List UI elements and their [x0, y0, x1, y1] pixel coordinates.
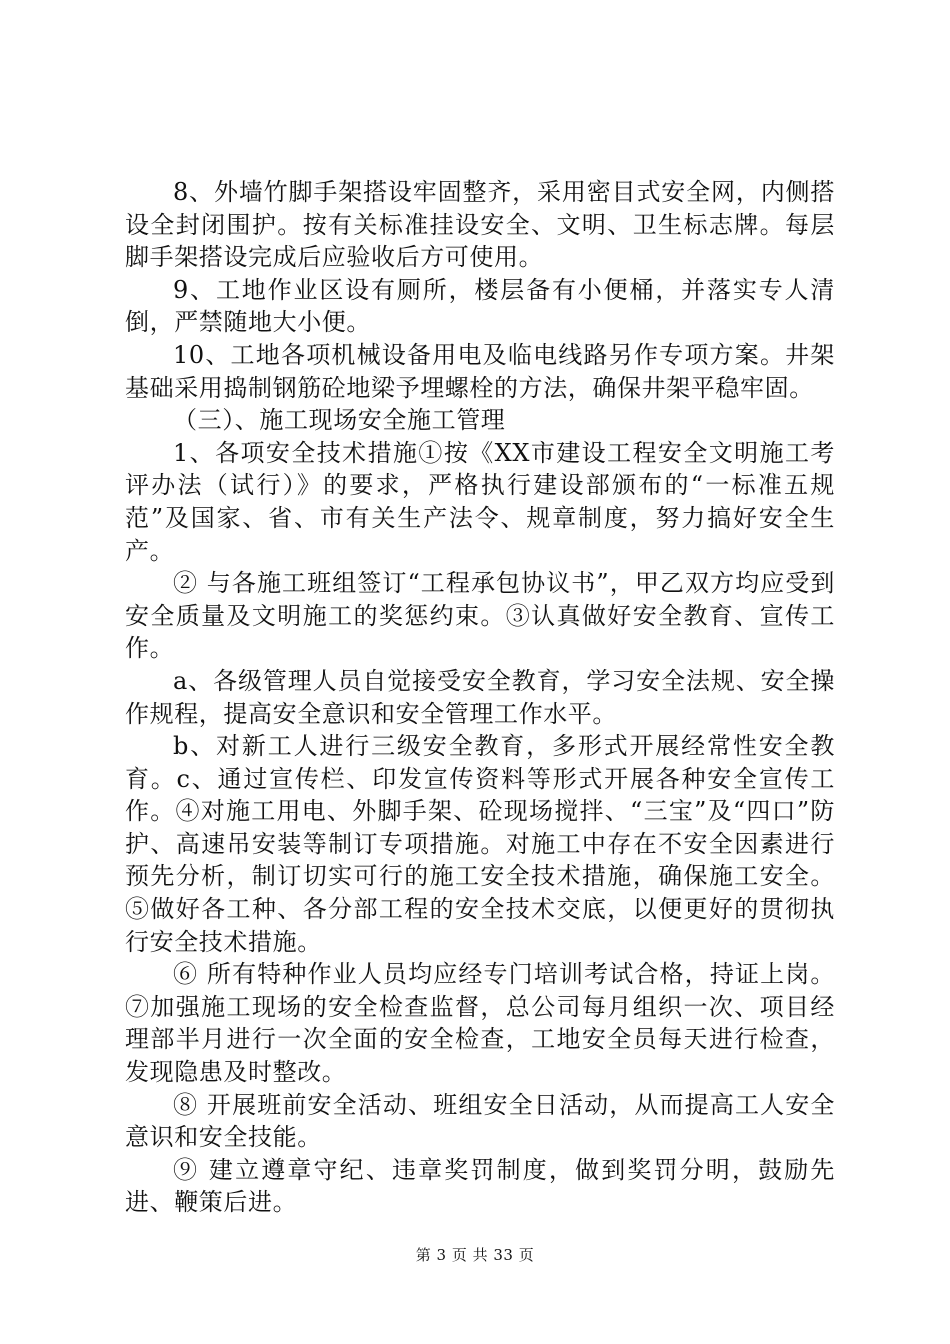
paragraph-safety-measures: 1、各项安全技术措施①按《XX市建设工程安全文明施工考评办法（试行）》的要求，严格执行建设部颁布的“一标准五规范”及国家、省、市有关生产法令、规章制度，努力搞好安全生产。 — [125, 438, 835, 565]
paragraph-electrical: 10、工地各项机械设备用电及临电线路另作专项方案。井架基础采用捣制钢筋砼地梁予埋螺栓的方法，确保井架平稳牢固。 — [125, 340, 835, 402]
page-footer: 第 3 页 共 33 页 — [415, 1246, 535, 1264]
paragraph-scaffold: 8、外墙竹脚手架搭设牢固整齐，采用密目式安全网，内侧搭设全封闭围护。按有关标准挂设安全、文明、卫生标志牌。每层脚手架搭设完成后应验收后方可使用。 — [125, 178, 835, 272]
paragraph-item-8: ⑧ 开展班前安全活动、班组安全日活动，从而提高工人安全意识和安全技能。 — [125, 1090, 835, 1152]
paragraph-item-a: a、各级管理人员自觉接受安全教育，学习安全法规、安全操作规程，提高安全意识和安全管理工作水平。 — [125, 666, 835, 728]
paragraph-toilets: 9、工地作业区设有厕所，楼层备有小便桶，并落实专人清倒，严禁随地大小便。 — [125, 275, 835, 337]
paragraph-item-6: ⑥ 所有特种作业人员均应经专门培训考试合格，持证上岗。⑦加强施工现场的安全检查监督，总公司每月组织一次、项目经理部半月进行一次全面的安全检查，工地安全员每天进行检查，发现隐患及时整改。 — [125, 960, 835, 1087]
section-heading: （三）、施工现场安全施工管理 — [173, 406, 506, 435]
paragraph-item-9: ⑨ 建立遵章守纪、违章奖罚制度，做到奖罚分明，鼓励先进、鞭策后进。 — [125, 1155, 835, 1217]
paragraph-item-b: b、对新工人进行三级安全教育，多形式开展经常性安全教育。c、通过宣传栏、印发宣传资料等形式开展各种安全宣传工作。④对施工用电、外脚手架、砼现场搅拌、“三宝”及“四口”防护、高速吊安装等制订专项措施。对施工中存在不安全因素进行预先分析，制订切实可行的施工安全技术措施，确保施工安全。⑤做好各工种、各分部工程的安全技术交底，以便更好的贯彻执行安全技术措施。 — [125, 732, 835, 956]
document-body — [125, 176, 835, 1219]
paragraph-contract: ② 与各施工班组签订“工程承包协议书”，甲乙双方均应受到安全质量及文明施工的奖惩约束。③认真做好安全教育、宣传工作。 — [125, 569, 835, 663]
